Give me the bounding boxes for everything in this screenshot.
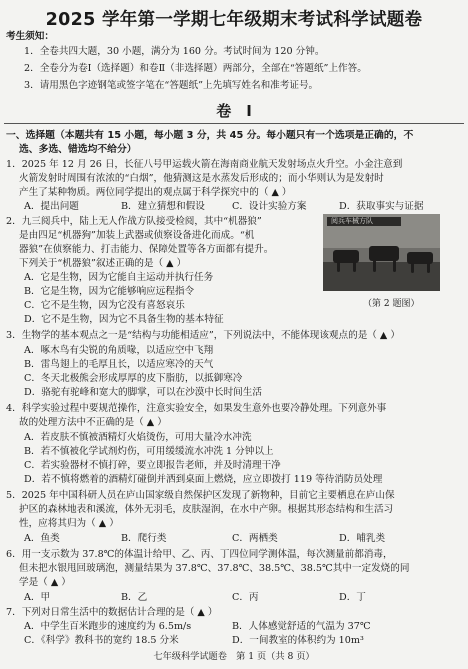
question-2-option: B．它是生物，因为它能够响应远程指令: [24, 286, 195, 297]
question-2-text: 器狼”在侦察能力、打击能力、保障处置等各方面都有提升。: [19, 244, 274, 255]
question-6-text: 学是（ ▲ ）: [19, 577, 71, 588]
question-3-option: D．骆驼有驼峰和宽大的脚掌，可以在沙漠中长时间生活: [24, 387, 262, 398]
question-5-text: 性，应将其归为（ ▲ ）: [19, 518, 119, 529]
exam-title: 2025 学年第一学期七年级期末考试科学试题卷: [45, 10, 423, 30]
question-2-text: 下列关于“机器狼”叙述正确的是（ ▲ ）: [19, 258, 187, 269]
question-7-option: D．一间教室的体积约为 10m³: [232, 635, 364, 646]
question-4-option: A．若皮肤不慎被酒精灯火焰烫伤，可用大量冷水冲洗: [24, 432, 252, 443]
question-6-option: B．乙: [121, 592, 148, 603]
figure-caption: （第 2 题图）: [363, 299, 420, 309]
notes-item: 1．全卷共四大题，30 小题，满分为 160 分。考试时间为 120 分钟。: [24, 46, 325, 57]
question-4-option: C．若实验器材不慎打碎，要立即报告老师，并及时清理干净: [24, 460, 281, 471]
divider: [4, 123, 464, 124]
question-4-option: B．若不慎被化学试剂灼伤，可用缓缓流水冲洗 1 分钟以上: [24, 446, 274, 457]
question-2-text: 2．九三阅兵中，陆上无人作战方队接受检阅，其中“机器狼”: [6, 216, 262, 227]
question-2-option: A．它是生物，因为它能自主运动并执行任务: [24, 272, 214, 283]
notes-item: 2．全卷分为卷Ⅰ（选择题）和卷Ⅱ（非选择题）两部分，全部在“答题纸”上作答。: [24, 63, 367, 74]
question-3-option: C．冬天北极熊会形成厚厚的皮下脂肪，以抵御寒冷: [24, 373, 243, 384]
question-2-text: 是由四足“机器狗”加装上武器或侦察设备进化而成。“机: [19, 230, 255, 241]
question-6-option: A．甲: [24, 592, 51, 603]
question-5-option: C．两栖类: [232, 533, 278, 544]
notes-heading: 考生须知：: [6, 31, 54, 42]
question-5-text: 护区的森林地表和溪流，体外无羽毛，皮肤湿润，在水中产卵。根据其形态结构和生活习: [19, 504, 394, 515]
page-footer: 七年级科学试题卷 第 1 页（共 8 页）: [153, 651, 315, 662]
notes-item: 3．请用黑色字迹钢笔或签字笔在“答题纸”上先填写姓名和准考证号。: [24, 80, 319, 91]
question-4-text: 4．科学实验过程中要规范操作，注意实验安全，如果发生意外也要冷静处理。下列意外事: [6, 403, 387, 414]
photo-banner: [327, 217, 401, 226]
question-1-text: 1．2025 年 12 月 26 日，长征八号甲运载火箭在海南商业航天发射场点火升空。小金注意到: [6, 159, 403, 170]
question-1-option: C．设计实验方案: [232, 201, 307, 212]
question-5-option: A．鱼类: [24, 533, 60, 544]
question-5-option: B．爬行类: [121, 533, 167, 544]
question-3-option: B．雷鸟翅上的毛厚且长，以适应寒冷的天气: [24, 359, 214, 370]
question-2-option: C．它不是生物，因为它没有喜怒哀乐: [24, 300, 185, 311]
question-6-option: C．丙: [232, 592, 259, 603]
volume-heading: 卷 Ⅰ: [216, 102, 252, 120]
question-4-option: D．若不慎将燃着的酒精灯碰倒并洒到桌面上燃烧，应立即拨打 119 等待消防员处理: [24, 474, 383, 485]
question-4-text: 故的处理方法中不正确的是（ ▲ ）: [19, 417, 167, 428]
question-7-option: A．中学生百米跑步的速度约为 6.5m/s: [24, 621, 192, 632]
question-3-option: A．啄木鸟有尖锐的角质喙，以适应空中飞翔: [24, 345, 214, 356]
question-1-text: 火箭发射时周围有浓浓的“白烟”，他猜测这是水蒸发后形成的；而小华则认为是发射时: [19, 173, 384, 184]
section-heading: 选、多选、错选均不给分）: [19, 144, 137, 155]
robot-wolf-photo: [323, 214, 440, 291]
question-7-option: C．《科学》教科书的宽约 18.5 分米: [24, 635, 179, 646]
photo-banner-text: 阅兵车械方队: [331, 217, 373, 225]
question-6-option: D．丁: [339, 592, 366, 603]
section-heading: 一、选择题（本题共有 15 小题，每小题 3 分，共 45 分。每小题只有一个选项是正确的，不: [6, 130, 414, 141]
question-2-option: D．它不是生物，因为它不具备生物的基本特征: [24, 314, 224, 325]
question-7-option: B．人体感觉舒适的气温为 37℃: [232, 621, 371, 632]
question-1-option: A．提出问题: [24, 201, 79, 212]
question-5-option: D．哺乳类: [339, 533, 386, 544]
question-6-text: 6．用一支示数为 37.8℃的体温计给甲、乙、丙、丁四位同学测体温，每次测量前都消毒，: [6, 549, 393, 560]
question-6-text: 但未把水银甩回玻璃泡，测量结果为 37.8℃、37.8℃、38.5℃、38.5℃其中一定发烧的同: [19, 563, 410, 574]
question-5-text: 5．2025 年中国科研人员在庐山国家级自然保护区发现了新物种，目前它主要栖息在庐山保: [6, 490, 395, 501]
question-3-text: 3．生物学的基本观点之一是“结构与功能相适应”，下列说法中，不能体现该观点的是（ ▲ ）: [6, 330, 400, 341]
question-1-option: D．获取事实与证据: [339, 201, 424, 212]
question-1-text: 产生了某种物质。两位同学提出的观点属于科学探究中的（ ▲ ）: [19, 187, 292, 198]
question-1-option: B．建立猜想和假设: [121, 201, 205, 212]
question-7-text: 7．下列对日常生活中的数据估计合理的是（ ▲ ）: [6, 607, 218, 618]
